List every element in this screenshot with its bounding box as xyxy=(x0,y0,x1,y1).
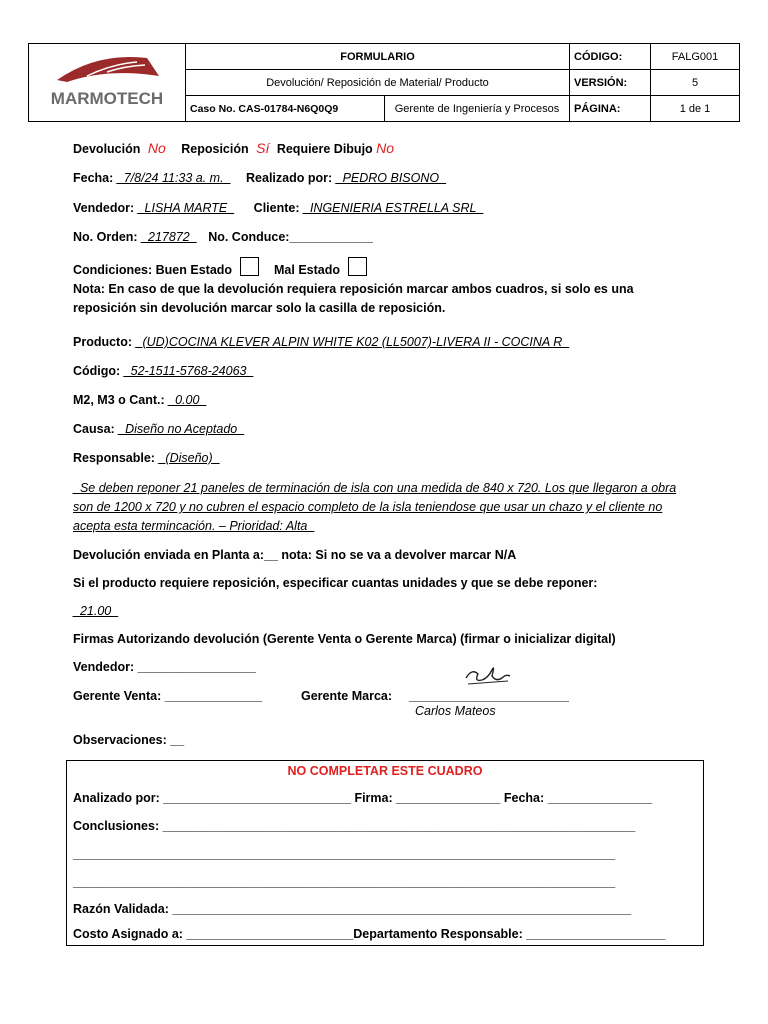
conduce-field[interactable]: No. Conduce:____________ xyxy=(208,230,373,244)
version-label: VERSIÓN: xyxy=(570,70,651,96)
unidades-value[interactable]: _21.00_ xyxy=(73,604,119,618)
producto-value[interactable]: _(UD)COCINA KLEVER ALPIN WHITE K02 (LL5007)-LIVERA II - COCINA R_ xyxy=(135,335,570,349)
firma-vendedor[interactable]: Vendedor: _________________ xyxy=(73,660,256,674)
fecha-value[interactable]: _7/8/24 11:33 a. m._ xyxy=(116,171,231,185)
form-title: FORMULARIO xyxy=(186,44,570,70)
buen-estado-checkbox[interactable] xyxy=(240,257,259,276)
dibujo-value[interactable]: No xyxy=(376,140,395,156)
firmas-label: Firmas Autorizando devolución (Gerente Venta o Gerente Marca) (firmar o inicializar digital) xyxy=(73,632,616,646)
firma-gerente-marca-line[interactable]: _______________________ xyxy=(409,689,569,703)
firma-gerente-marca-label: Gerente Marca: xyxy=(301,689,393,703)
condiciones-label: Condiciones: Buen Estado xyxy=(73,263,233,277)
codigo-row xyxy=(73,364,253,378)
cliente-value[interactable]: _INGENIERIA ESTRELLA SRL_ xyxy=(303,201,484,215)
pagina-label: PÁGINA: xyxy=(570,96,651,122)
department: Gerente de Ingeniería y Procesos xyxy=(385,96,570,122)
reposicion-label: Reposición xyxy=(181,142,249,156)
realizado-label: Realizado por: xyxy=(246,171,333,185)
signature-image xyxy=(462,660,514,690)
conclusiones-line-1[interactable]: ______________________________________________________________________________ xyxy=(73,847,616,861)
causa-value[interactable]: _Diseño no Aceptado_ xyxy=(118,422,245,436)
version-value: 5 xyxy=(651,70,740,96)
cantidad-row xyxy=(73,393,206,407)
internal-use-box xyxy=(66,760,704,946)
form-header xyxy=(28,43,740,122)
reposicion-value[interactable]: Sí xyxy=(256,140,270,156)
mal-estado-label: Mal Estado xyxy=(274,263,341,277)
internal-box-title: NO COMPLETAR ESTE CUADRO xyxy=(287,764,483,778)
marmotech-logo xyxy=(37,46,177,116)
mal-estado-checkbox[interactable] xyxy=(348,257,367,276)
producto-row xyxy=(73,335,569,349)
fecha-row xyxy=(73,171,446,185)
pagina-value: 1 de 1 xyxy=(651,96,740,122)
causa-label: Causa: xyxy=(73,422,115,436)
planta-row: Devolución enviada en Planta a:__ nota: Si no se va a devolver marcar N/A xyxy=(73,548,517,562)
logo-text: MARMOTECH xyxy=(50,89,164,108)
producto-label: Producto: xyxy=(73,335,133,349)
responsable-row xyxy=(73,451,220,465)
conclusiones-line-2[interactable]: ______________________________________________________________________________ xyxy=(73,875,616,889)
vendedor-row xyxy=(73,201,483,215)
vendedor-label: Vendedor: xyxy=(73,201,135,215)
codigo-value[interactable]: _52-1511-5768-24063_ xyxy=(123,364,254,378)
conclusiones-field[interactable]: Conclusiones: ____________________________________________________________________ xyxy=(73,819,636,833)
observaciones-field[interactable]: Observaciones: __ xyxy=(73,733,185,747)
responsable-label: Responsable: xyxy=(73,451,155,465)
orden-row xyxy=(73,230,373,244)
unidades-row xyxy=(73,604,118,618)
cliente-label: Cliente: xyxy=(253,201,300,215)
realizado-value[interactable]: _PEDRO BISONO_ xyxy=(335,171,447,185)
razon-field[interactable]: Razón Validada: __________________________________________________________________ xyxy=(73,902,632,916)
form-subtitle: Devolución/ Reposición de Material/ Producto xyxy=(186,70,570,96)
nota-text: Nota: En caso de que la devolución requiera reposición marcar ambos cuadros, si solo es una reposición sin devolución marcar solo la casilla de reposición. xyxy=(73,282,634,315)
devolucion-label: Devolución xyxy=(73,142,141,156)
condiciones-row xyxy=(73,257,367,277)
orden-value[interactable]: _217872_ xyxy=(141,230,197,244)
codigo-value: FALG001 xyxy=(651,44,740,70)
type-row xyxy=(73,140,394,156)
codigo-label: CÓDIGO: xyxy=(570,44,651,70)
fecha-label: Fecha: xyxy=(73,171,114,185)
cantidad-value[interactable]: _0.00_ xyxy=(168,393,207,407)
devolucion-value[interactable]: No xyxy=(147,140,166,156)
firma-gerente-venta[interactable]: Gerente Venta: ______________ xyxy=(73,689,263,703)
firmante-name: Carlos Mateos xyxy=(415,704,496,718)
dibujo-label: Requiere Dibujo xyxy=(276,142,373,156)
causa-row xyxy=(73,422,244,436)
cantidad-label: M2, M3 o Cant.: xyxy=(73,393,165,407)
logo-cell xyxy=(29,44,186,122)
codigo-label: Código: xyxy=(73,364,121,378)
descripcion-text[interactable]: _Se deben reponer 21 paneles de terminación de isla con una medida de 840 x 720. Los que llegaron a obra son de 1200 x 720 y no cubren el espacio completo de la isla teniendose que usar un chazo y el cliente no acepta esta termincación. – Prioridad: Alta_ xyxy=(73,481,677,533)
orden-label: No. Orden: xyxy=(73,230,138,244)
analizado-field[interactable]: Analizado por: ___________________________ Firma: _______________ Fecha: _______________ xyxy=(73,791,652,805)
case-number: Caso No. CAS-01784-N6Q0Q9 xyxy=(186,96,385,122)
reposicion-question: Si el producto requiere reposición, especificar cuantas unidades y que se debe reponer: xyxy=(73,576,598,590)
costo-field[interactable]: Costo Asignado a: ________________________Departamento Responsable: ____________________ xyxy=(73,927,666,941)
vendedor-value[interactable]: _LISHA MARTE_ xyxy=(137,201,235,215)
responsable-value[interactable]: _(Diseño)_ xyxy=(158,451,220,465)
